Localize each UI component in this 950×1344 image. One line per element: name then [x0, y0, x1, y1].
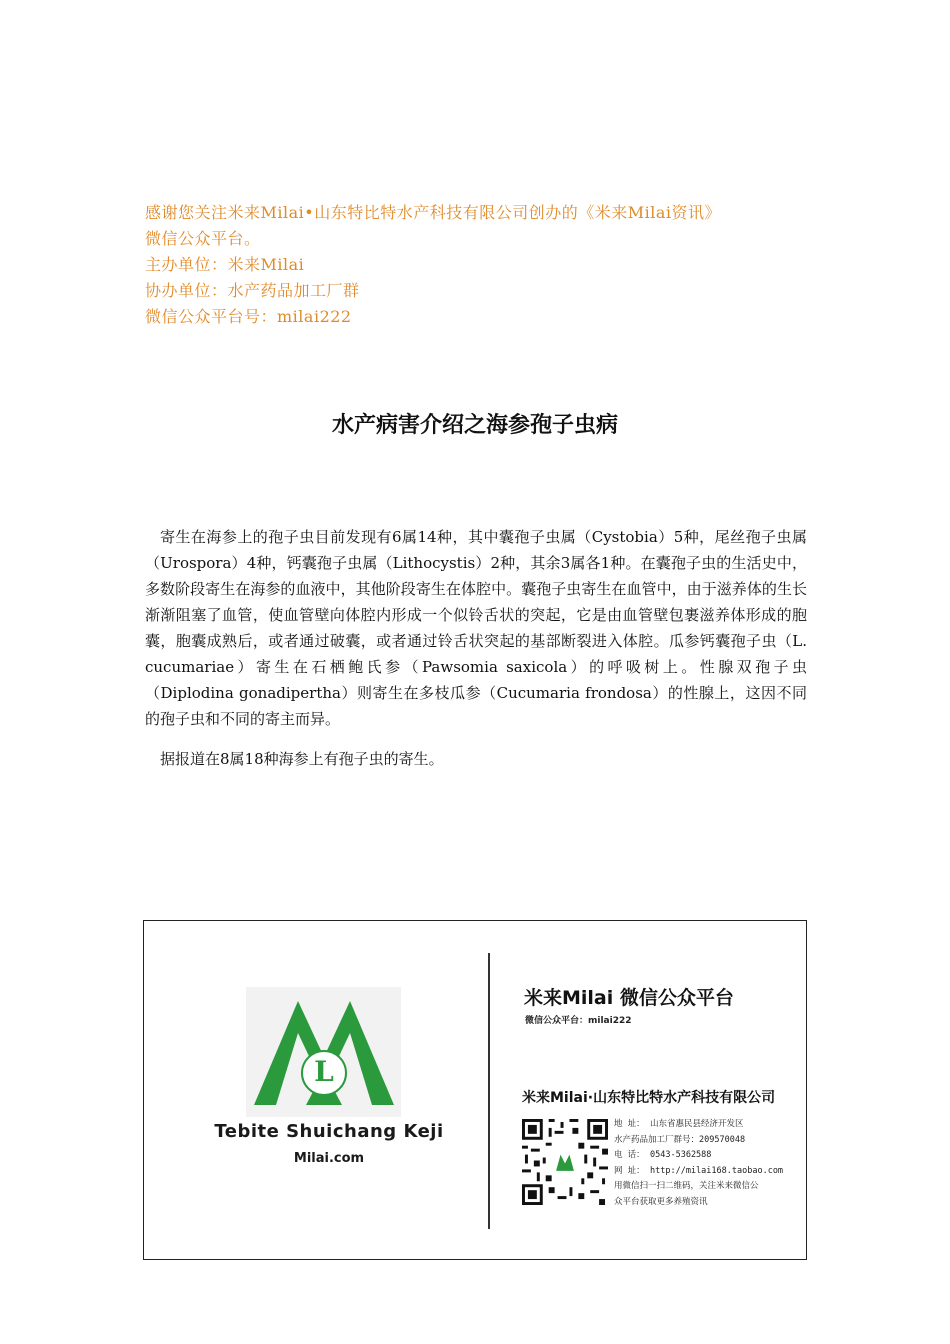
- logo-letter: L: [314, 1055, 334, 1088]
- contact-website[interactable]: 网 址： http://milai168.taobao.com: [614, 1165, 784, 1176]
- card-subtitle: 微信公众平台：milai222: [525, 1016, 632, 1026]
- contact-address: 地 址： 山东省惠民县经济开发区: [614, 1119, 744, 1129]
- intro-co-host: 协办单位：水产药品加工厂群: [145, 281, 360, 300]
- scan-note-2: 众平台获取更多养殖资讯: [614, 1196, 708, 1207]
- logo-mark-icon: [246, 987, 401, 1117]
- contact-group: 水产药品加工厂群号：209570048: [614, 1134, 746, 1145]
- intro-host: 主办单位：米来Milai: [145, 255, 305, 274]
- qr-code-icon[interactable]: [522, 1119, 608, 1205]
- article-paragraph-2: 据报道在8属18种海参上有孢子虫的寄生。: [160, 750, 444, 768]
- contact-phone: 电 话： 0543-5362588: [614, 1150, 712, 1160]
- scan-note-1: 用微信扫一扫二维码，关注米来微信公: [614, 1181, 759, 1191]
- brand-english-name: Tebite Shuichang Keji: [214, 1121, 444, 1142]
- intro-line-2: 微信公众平台。: [145, 229, 261, 248]
- contact-info: [614, 1117, 804, 1210]
- brand-url: Milai.com: [293, 1151, 365, 1166]
- article-paragraph-1: 寄生在海参上的孢子虫目前发现有6属14种，其中囊孢子虫属（Cystobia）5种，尾丝孢子虫属（Urospora）4种，钙囊孢子虫属（Lithocystis）2种，其余3属各1种。在囊孢子虫的生活史中，多数阶段寄生在海参的血液中，其他阶段寄生在体腔中。囊孢子虫寄生在血管中，由于滋养体的生长渐渐阻塞了血管，使血管壁向体腔内形成一个似铃舌状的突起，它是由血管壁包裹滋养体形成的胞囊，胞囊成熟后，或者通过破囊，或者通过铃舌状突起的基部断裂进入体腔。瓜参钙囊孢子虫（L. cucumariae）寄生在石栖鲍氏参（Pawsomia saxicola）的呼吸树上。性腺双孢子虫（Diplodina gonadipertha）则寄生在多枝瓜参（Cucumaria frondosa）的性腺上，这因不同的孢子虫和不同的寄主而异。: [145, 528, 807, 728]
- milai-logo: [246, 987, 401, 1117]
- intro-account: 微信公众平台号：milai222: [145, 307, 352, 326]
- card-title: 米来Milai 微信公众平台: [524, 987, 734, 1009]
- intro-line-1: 感谢您关注米来Milai•山东特比特水产科技有限公司创办的《米来Milai资讯》: [145, 203, 721, 222]
- article-title: 水产病害介绍之海参孢子虫病: [331, 413, 618, 438]
- company-name: 米来Milai·山东特比特水产科技有限公司: [522, 1090, 776, 1106]
- intro-block: [145, 200, 825, 330]
- business-card: [143, 920, 807, 1260]
- card-divider: [488, 953, 490, 1229]
